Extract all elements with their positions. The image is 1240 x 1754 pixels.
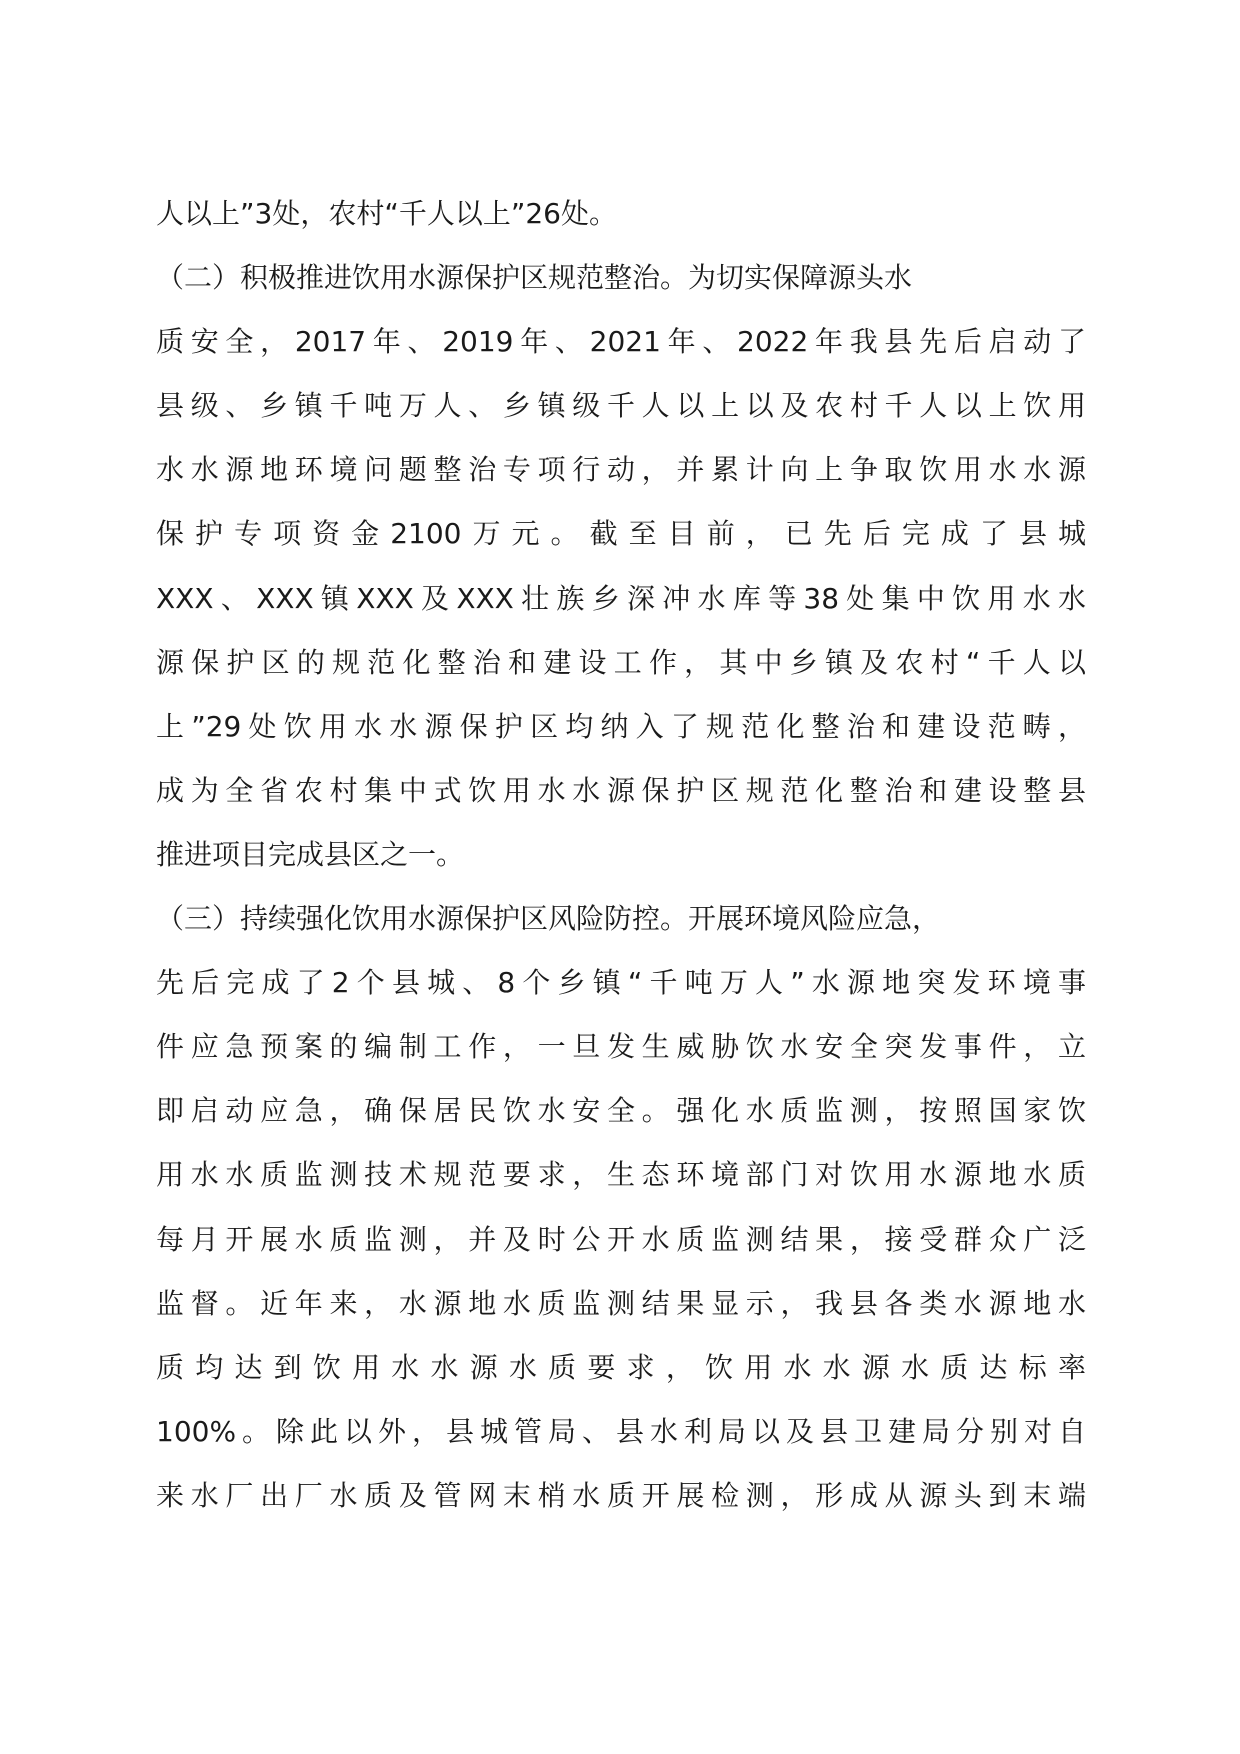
paragraph-line: 源保护区的规范化整治和建设工作，其中乡镇及农村“千人以 <box>156 645 1086 679</box>
paragraph-line: （三）持续强化饮用水源保护区风险防控。开展环境风险应急， <box>156 902 941 936</box>
paragraph-line: 每月开展水质监测，并及时公开水质监测结果，接受群众广泛 <box>156 1222 1086 1256</box>
paragraph-line: 质安全，2017年、2019年、2021年、2022年我县先后启动了 <box>156 325 1086 359</box>
paragraph-line: 水水源地环境问题整治专项行动，并累计向上争取饮用水水源 <box>156 453 1086 487</box>
paragraph-line: 推进项目完成县区之一。 <box>156 837 465 871</box>
paragraph-line: （二）积极推进饮用水源保护区规范整治。为切实保障源头水 <box>156 261 913 295</box>
paragraph-line: 保护专项资金2100万元。截至目前，已先后完成了县城 <box>156 517 1086 551</box>
paragraph-line: XXX、XXX镇XXX及XXX壮族乡深冲水库等38处集中饮用水水 <box>156 581 1086 615</box>
body-text <box>156 182 1086 1528</box>
paragraph-line: 100%。除此以外，县城管局、县水利局以及县卫建局分别对自 <box>156 1414 1086 1448</box>
paragraph-line: 县级、乡镇千吨万人、乡镇级千人以上以及农村千人以上饮用 <box>156 389 1086 423</box>
paragraph-line: 成为全省农村集中式饮用水水源保护区规范化整治和建设整县 <box>156 773 1086 807</box>
paragraph-line: 即启动应急，确保居民饮水安全。强化水质监测，按照国家饮 <box>156 1094 1086 1128</box>
paragraph-line: 来水厂出厂水质及管网末梢水质开展检测，形成从源头到末端 <box>156 1478 1086 1512</box>
paragraph-line: 件应急预案的编制工作，一旦发生威胁饮水安全突发事件，立 <box>156 1030 1086 1064</box>
paragraph-line: 人以上”3处，农村“千人以上”26处。 <box>156 197 617 230</box>
paragraph-line: 上”29处饮用水水源保护区均纳入了规范化整治和建设范畴， <box>156 709 1086 743</box>
paragraph-line: 质均达到饮用水水源水质要求，饮用水水源水质达标率 <box>156 1350 1086 1384</box>
paragraph-line: 先后完成了2个县城、8个乡镇“千吨万人”水源地突发环境事 <box>156 966 1086 1000</box>
paragraph-line: 用水水质监测技术规范要求，生态环境部门对饮用水源地水质 <box>156 1158 1086 1192</box>
paragraph-line: 监督。近年来，水源地水质监测结果显示，我县各类水源地水 <box>156 1286 1086 1320</box>
